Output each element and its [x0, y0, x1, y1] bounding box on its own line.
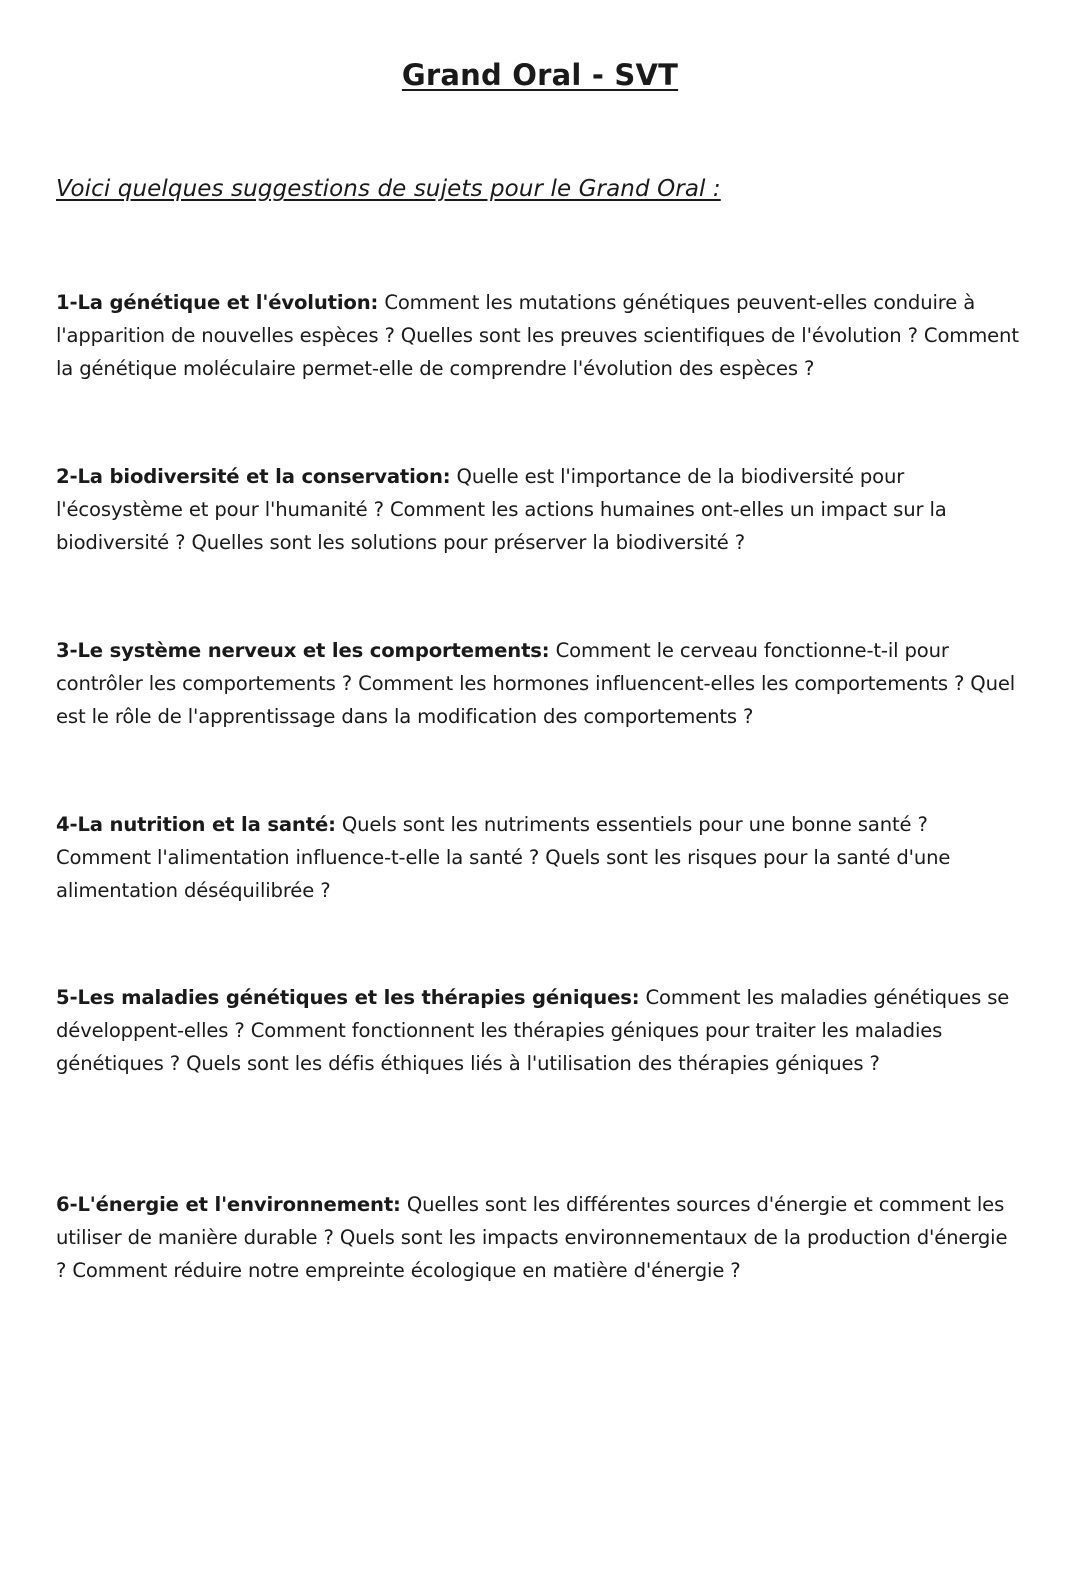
topic-paragraph-4: [56, 808, 1022, 907]
topic-text-3: Comment le cerveau fonctionne-t-il pour contrôler les comportements ? Comment les hormones influencent-elles les comportements ? Quel est le rôle de l'apprentissage dans la modification des comportements ?: [56, 639, 1016, 728]
topic-text-4: Quels sont les nutriments essentiels pour une bonne santé ? Comment l'alimentation influence-t-elle la santé ? Quels sont les risques pour la santé d'une alimentation déséquilibrée ?: [56, 813, 951, 902]
topic-heading-2: 2-La biodiversité et la conservation:: [56, 465, 451, 488]
page-title: Grand Oral - SVT: [401, 58, 679, 92]
topic-heading-6: 6-L'énergie et l'environnement:: [56, 1193, 401, 1216]
topic-heading-3: 3-Le système nerveux et les comportements:: [56, 639, 550, 662]
topic-text-2: Quelle est l'importance de la biodiversité pour l'écosystème et pour l'humanité ? Comment les actions humaines ont-elles un impact sur la biodiversité ? Quelles sont les solutions pour préserver la biodiversité ?: [56, 465, 947, 554]
topic-text-6: Quelles sont les différentes sources d'énergie et comment les utiliser de manière durable ? Quels sont les impacts environnementaux de la production d'énergie ? Comment réduire notre empreinte écologique en matière d'énergie ?: [56, 1193, 1008, 1282]
topic-paragraph-2: [56, 460, 1022, 559]
topic-paragraph-6: [56, 1188, 1022, 1287]
topic-paragraph-1: [56, 286, 1022, 385]
topic-text-5: Comment les maladies génétiques se développent-elles ? Comment fonctionnent les thérapies géniques pour traiter les maladies génétiques ? Quels sont les défis éthiques liés à l'utilisation des thérapies géniques ?: [56, 986, 1010, 1075]
topic-paragraph-5: [56, 981, 1022, 1080]
topic-heading-1: 1-La génétique et l'évolution:: [56, 291, 379, 314]
topic-heading-4: 4-La nutrition et la santé:: [56, 813, 336, 836]
topic-paragraph-3: [56, 634, 1022, 733]
topic-text-1: Comment les mutations génétiques peuvent-elles conduire à l'apparition de nouvelles espèces ? Quelles sont les preuves scientifiques de l'évolution ? Comment la génétique moléculaire permet-elle de comprendre l'évolution des espèces ?: [56, 291, 1019, 380]
topic-heading-5: 5-Les maladies génétiques et les thérapies géniques:: [56, 986, 640, 1009]
intro-text: Voici quelques suggestions de sujets pour le Grand Oral :: [56, 176, 721, 202]
